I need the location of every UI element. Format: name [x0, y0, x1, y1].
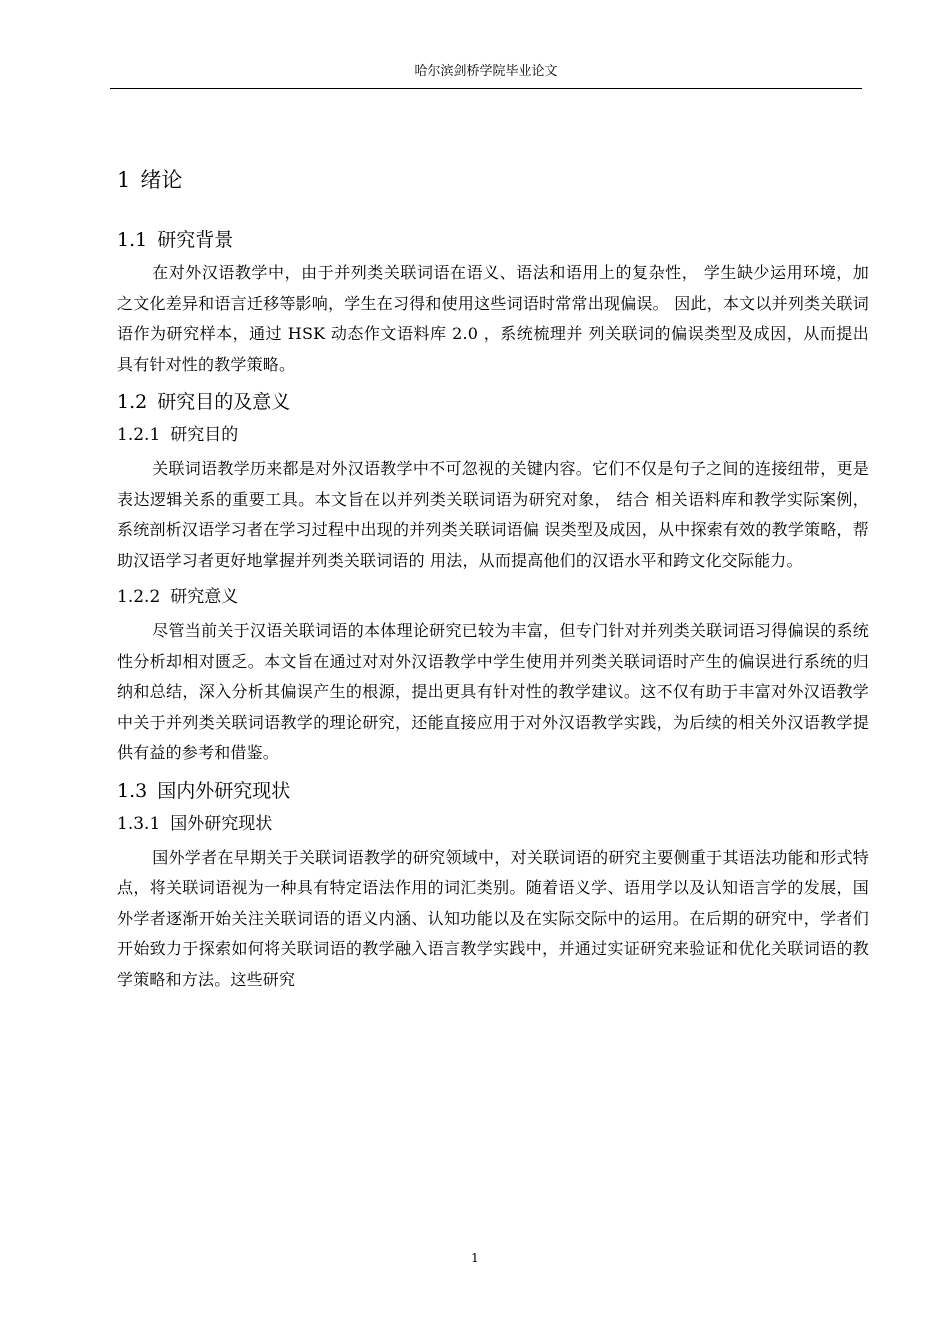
- section-number: 1.1: [117, 229, 148, 251]
- subsection-title: 国外研究现状: [170, 813, 273, 834]
- section-heading-1-2: [117, 386, 869, 418]
- section-title: 研究背景: [157, 229, 234, 251]
- section-title: 研究目的及意义: [157, 391, 291, 413]
- section-number: 1.3: [117, 779, 148, 802]
- paragraph-research-purpose: 关联词语教学历来都是对外汉语教学中不可忽视的关键内容。它们不仅是句子之间的连接纽带，更是表达逻辑关系的重要工具。本文旨在以并列类关联词语为研究对象， 结合 相关语料库和教学实际案例，系统剖析汉语学习者在学习过程中出现的并列类关联词语偏 误类型及成因，从中探索有效的教学策略，帮助汉语学习者更好地掌握并列类关联词语的 用法，从而提高他们的汉语水平和跨文化交际能力。: [117, 459, 869, 570]
- chapter-number: 1: [117, 168, 131, 192]
- page-footer: [0, 1250, 950, 1266]
- subsection-title: 研究意义: [170, 587, 239, 607]
- subsection-heading-1-2-2: [117, 582, 869, 612]
- paragraph-research-significance: 尽管当前关于汉语关联词语的本体理论研究已较为丰富，但专门针对并列类关联词语习得偏误的系统性分析却相对匮乏。本文旨在通过对对外汉语教学中学生使用并列类关联词语时产生的偏误进行系统的归纳和总结，深入分析其偏误产生的根源，提出更具有针对性的教学建议。这不仅有助于丰富对外汉语教学中关于并列类关联词语教学的理论研究，还能直接应用于对外汉语教学实践，为后续的相关外汉语教学提供有益的参考和借鉴。: [117, 621, 869, 762]
- subsection-number: 1.2.1: [117, 425, 161, 445]
- subsection-number: 1.3.1: [117, 813, 161, 834]
- section-title: 国内外研究现状: [157, 779, 291, 802]
- paragraph-research-background: 在对外汉语教学中，由于并列类关联词语在语义、语法和语用上的复杂性， 学生缺少运用环境，加之文化差异和语言迁移等影响，学生在习得和使用这些词语时常常出现偏误。 因此，本文以并列类关联词语作为研究样本，通过 HSK 动态作文语料库 2.0 ，系统梳理并 列关联词的偏误类型及成因，从而提出具有针对性的教学策略。: [117, 263, 869, 374]
- page-number: 1: [471, 1251, 479, 1265]
- subsection-heading-1-2-1: [117, 420, 869, 450]
- section-number: 1.2: [117, 391, 148, 413]
- header-title: 哈尔滨剑桥学院毕业论文: [414, 64, 558, 79]
- chapter-title: 绪论: [140, 168, 183, 192]
- chapter-heading: [117, 162, 869, 198]
- subsection-title: 研究目的: [170, 425, 239, 445]
- page-header: [110, 62, 862, 89]
- subsection-heading-1-3-1: [117, 809, 869, 839]
- section-heading-1-3: [117, 775, 869, 807]
- subsection-number: 1.2.2: [117, 587, 161, 607]
- document-body: [117, 162, 869, 1001]
- paragraph-foreign-research: 国外学者在早期关于关联词语教学的研究领域中，对关联词语的研究主要侧重于其语法功能和形式特点，将关联词语视为一种具有特定语法作用的词汇类别。随着语义学、语用学以及认知语言学的发展，国外学者逐渐开始关注关联词语的语义内涵、认知功能以及在实际交际中的运用。在后期的研究中，学者们开始致力于探索如何将关联词语的教学融入语言教学实践中，并通过实证研究来验证和优化关联词语的教学策略和方法。这些研究: [117, 847, 869, 989]
- section-heading-1-1: [117, 224, 869, 256]
